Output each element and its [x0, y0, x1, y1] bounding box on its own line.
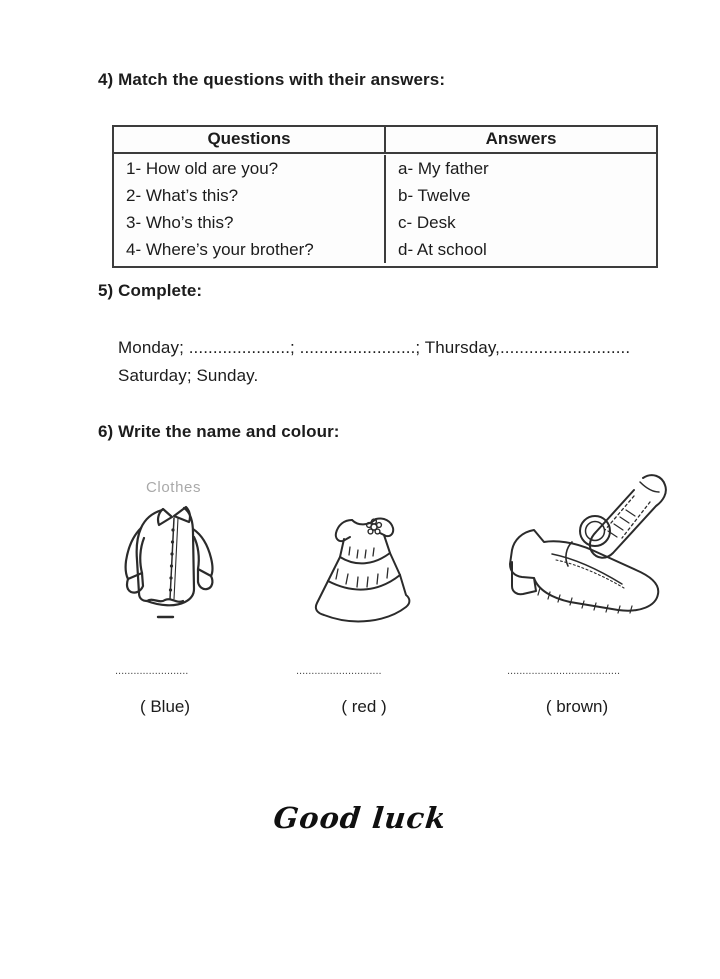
question-4-heading: 4) Match the questions with their answers:	[98, 70, 446, 89]
table-row	[114, 209, 656, 236]
question-5-heading: 5) Complete:	[98, 281, 203, 300]
match-table-header-row	[114, 127, 656, 154]
shoes-drawing	[498, 468, 676, 630]
match-table-body	[114, 154, 656, 266]
answer-cell: a- My father	[384, 155, 656, 182]
color-label-red: ( red )	[341, 697, 387, 716]
clothes-caption: Clothes	[146, 479, 202, 496]
question-cell: 3- Who’s this?	[126, 213, 234, 232]
days-fill-line: Monday; .....................; ........................; Thursday,...........................	[118, 338, 631, 357]
good-luck-message: Good luck	[271, 801, 449, 835]
match-table	[112, 125, 658, 268]
answer-cell: c- Desk	[384, 209, 656, 236]
question-cell: 4- Where’s your brother?	[126, 240, 314, 259]
question-cell: 1- How old are you?	[126, 159, 279, 178]
question-cell: 2- What’s this?	[126, 186, 239, 205]
answer-cell: b- Twelve	[384, 182, 656, 209]
color-label-brown: ( brown)	[545, 697, 609, 716]
question-6-heading: 6) Write the name and colour:	[98, 422, 340, 441]
color-label-blue: ( Blue)	[139, 697, 191, 716]
table-header-questions: Questions	[114, 127, 384, 154]
table-row	[114, 236, 656, 263]
shirt-drawing	[116, 500, 234, 624]
table-header-answers: Answers	[384, 127, 656, 154]
days-fill-line-2: Saturday; Sunday.	[118, 366, 259, 385]
name-blank-dress: ............................	[296, 666, 382, 677]
answer-cell: d- At school	[384, 236, 656, 263]
name-blank-shirt: ........................	[115, 666, 189, 677]
table-row	[114, 155, 656, 182]
dress-drawing	[300, 507, 430, 633]
table-row	[114, 182, 656, 209]
name-blank-shoes: .....................................	[507, 666, 621, 677]
